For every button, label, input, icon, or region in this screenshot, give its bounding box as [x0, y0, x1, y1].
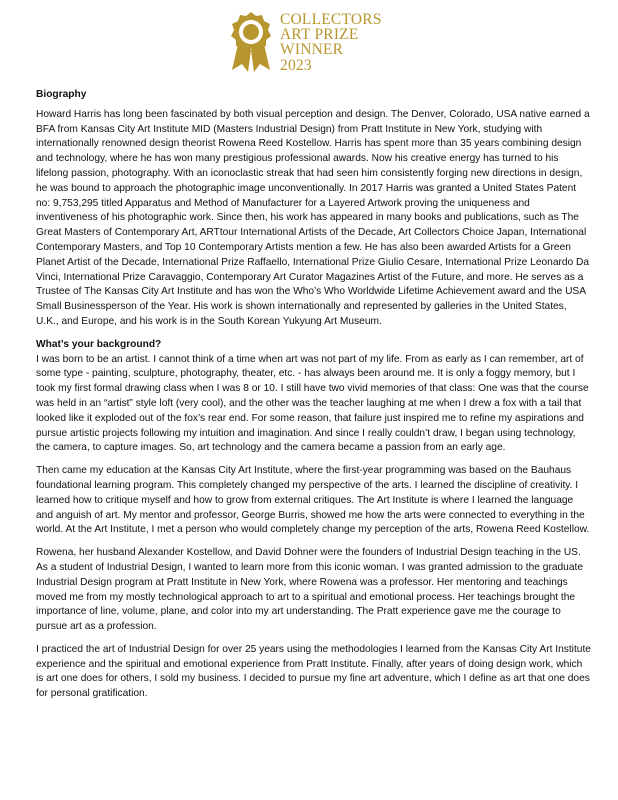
- logo-line-3: WINNER: [280, 40, 344, 59]
- award-rosette-icon: [226, 10, 276, 74]
- document-body: [36, 88, 592, 710]
- biography-paragraph: Howard Harris has long been fascinated by both visual perception and design. The Denver, Colorado, USA native earned a BFA from Kansas City Art Institute MID (Masters Industrial Design) from Pratt Institute in New York, studying with internationally renowned design theorist Rowena Reed Kostellow. Harris has spent more than 35 years combining design and technology, where he has won many prestigious professional awards. Now his creative energy has turned to his lifelong passion, photography. With an iconoclastic streak that had seen him consistently forging new directions in design, he was bound to approach the photographic image unconventionally. In 2017 Harris was granted a United States Patent no: 9,753,295 titled Apparatus and Method of Manufacturer for a Layered Artwork proving the uniqueness and inventiveness of his photographic work. Since then, his work has appeared in many books and publications, such as The Great Masters of Contemporary Art, ARTtour International Artists of the Decade, Art Collectors Choice Japan, International Contemporary Masters, and Top 10 Contemporary Artists mention a few. He has also been awarded Artists for a Green Planet Artist of the Decade, International Prize Raffaello, International Prize Giulio Cesare, International Prize Leonardo Da Vinci, International Prize Caravaggio, Contemporary Art Curator Magazines Artist of the Future, and more. He serves as a Trustee of The Kansas City Art Institute and has won the Who’s Who Worldwide Lifetime Achievement award and the USA Small Businessperson of the Year. His work is shown internationally and represented by galleries in the United States, U.K., and Europe, and his work is in the South Korean Yukyung Art Museum.: [36, 108, 590, 327]
- award-logo-text: [280, 12, 382, 73]
- logo-line-4: 2023: [280, 56, 312, 75]
- award-logo: [226, 10, 386, 80]
- logo-line-2: ART PRIZE: [280, 25, 359, 44]
- biography-heading: Biography: [36, 89, 87, 100]
- answer-paragraph-3: Rowena, her husband Alexander Kostellow, and David Dohner were the founders of Industrial Design teaching in the US. As a student of Industrial Design, I wanted to learn more from this iconic woman. I was granted admission to the graduate Industrial Design program at Pratt Institute in New York, where Rowena was a professor. Her mentoring and teachings moved me from my mostly technological approach to art to a spiritual and emotional process. Her teachings brought the importance of line, volume, plane, and color into my art understanding. The Pratt experience gave me the courage to pursue art as a profession.: [36, 547, 584, 633]
- answer-paragraph-2: Then came my education at the Kansas City Art Institute, where the first-year programming was based on the Bauhaus foundational learning program. This completely changed my perspective of the arts. I learned the discipline of creativity. I learned how to critique myself and how to grow from external critiques. The Art Institute is where I learned the language and anguish of art. My mentor and professor, George Burris, showed me how the arts were connected to everything in the world. At the Art Institute, I met a person who would completely change my perception of the arts, Rowena Reed Kostellow.: [36, 465, 590, 536]
- logo-line-1: COLLECTORS: [280, 10, 382, 29]
- background-question: What’s your background?: [36, 338, 162, 350]
- answer-paragraph-4: I practiced the art of Industrial Design for over 25 years using the methodologies I learned from the Kansas City Art Institute experience and the spiritual and emotional experience from Pratt Institute. Finally, after years of doing design work, which is art one does for others, I sold my business. I decided to pursue my fine art adventure, which I define as art that one does for personal gratification.: [36, 643, 591, 700]
- answer-paragraph-1: I was born to be an artist. I cannot think of a time when art was not part of my life. From as early as I can remember, art of some type - painting, sculpture, photography, theater, etc. - has always been around me. It is only a foggy memory, but I took my first formal drawing class when I was 8 or 10. I still have two vivid memories of that class: One was that the course was held in an “artist” style loft (very cool), and the other was the teacher laughing at me when I drew a fox with a tail that looked like it exploded out of the fox’s rear end. For some reason, that failure just inspired me to refine my aspirations and pursue artistic projects following my intuition and imagination. And since I really couldn’t draw, I began using technology, the camera, to capture images. So, art technology and the camera became a passion from an early age.: [36, 353, 589, 454]
